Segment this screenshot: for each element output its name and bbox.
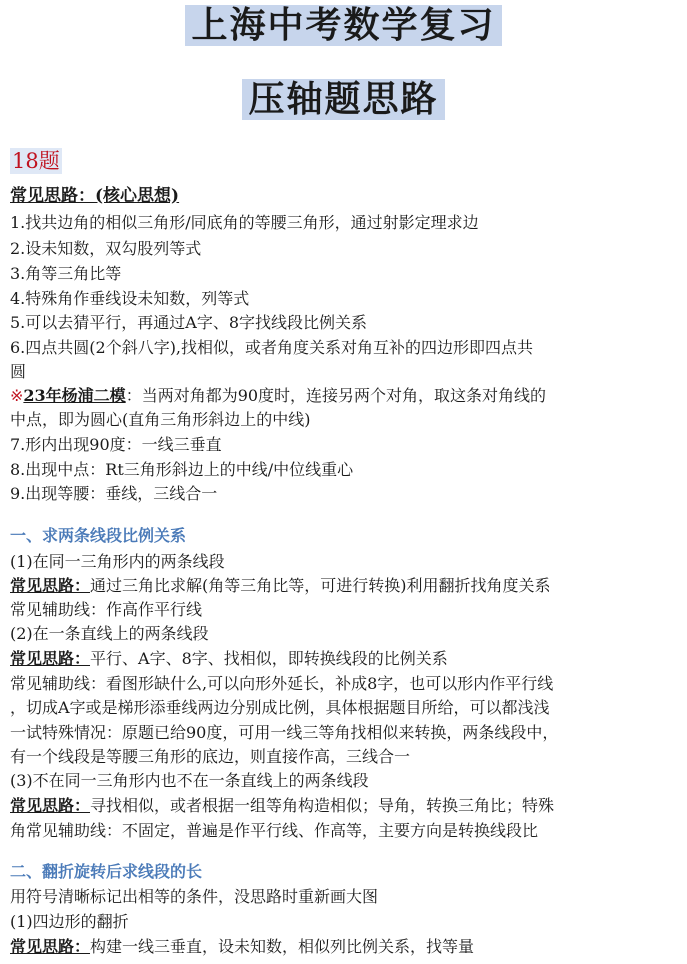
section2-title: 二、翻折旋转后求线段的长 [10,862,203,881]
page-title: 上海中考数学复习 [0,4,687,48]
note-source: 23年杨浦二模 [23,386,126,405]
section1-title: 一、求两条线段比例关系 [10,526,187,545]
core-item: 4.特殊角作垂线设未知数，列等式 [10,289,250,308]
section2-intro: 用符号清晰标记出相等的条件，没思路时重新画大图 [10,887,379,906]
case-title: (1)四边形的翻折 [10,912,129,931]
core-item: 圆 [10,362,27,381]
case-idea: 常见思路：通过三角比求解(角等三角比等，可进行转换)利用翻折找角度关系 [10,576,551,595]
case-aux: 常见辅助线：看图形缺什么,可以向形外延长，补成8字，也可以形内作平行线 [10,674,554,693]
case-idea: 常见思路：平行、A字、8字、找相似，即转换线段的比例关系 [10,649,448,668]
case-idea: 常见思路：构建一线三垂直，设未知数，相似列比例关系，找等量 [10,937,475,956]
core-item: 1.找共边角的相似三角形/同底角的等腰三角形，通过射影定理求边 [10,213,479,232]
core-item: 3.角等三角比等 [10,264,122,283]
core-item: 5.可以去猜平行，再通过A字、8字找线段比例关系 [10,313,368,332]
case-title: (1)在同一三角形内的两条线段 [10,552,225,571]
case-idea-cont: 角常见辅助线：不固定，普遍是作平行线、作高等，主要方向是转换线段比 [10,821,539,840]
case-title: (2)在一条直线上的两条线段 [10,624,209,643]
case-aux: 一试特殊情况：原题已给90度，可用一线三等角找相似来转换，两条线段中， [10,723,559,742]
case-aux: ，切成A字或是梯形添垂线两边分别成比例，具体根据题目所给，可以都浅浅 [10,698,550,717]
core-note: ※23年杨浦二模：当两对角都为90度时，连接另两个对角，取这条对角线的 [10,386,547,405]
case-aux: 常见辅助线：作高作平行线 [10,600,203,619]
page-subtitle: 压轴题思路 [0,78,687,122]
core-item: 2.设未知数，双勾股列等式 [10,239,202,258]
case-aux: 有一个线段是等腰三角形的底边，则直接作高，三线合一 [10,747,411,766]
case-idea: 常见思路：寻找相似，或者根据一组等角构造相似；导角，转换三角比；特殊 [10,796,555,815]
question-tag: 18题 [12,149,60,173]
core-item: 8.出现中点：Rt三角形斜边上的中线/中位线重心 [10,460,354,479]
core-heading: 常见思路：(核心思想) [10,186,180,206]
core-note-cont: 中点，即为圆心(直角三角形斜边上的中线) [10,410,311,429]
case-title: (3)不在同一三角形内也不在一条直线上的两条线段 [10,771,369,790]
core-item: 6.四点共圆(2个斜八字),找相似，或者角度关系对角互补的四边形即四点共 [10,338,534,357]
note-mark: ※ [10,386,24,405]
core-item: 9.出现等腰：垂线，三线合一 [10,484,218,503]
core-item: 7.形内出现90度：一线三垂直 [10,435,222,454]
